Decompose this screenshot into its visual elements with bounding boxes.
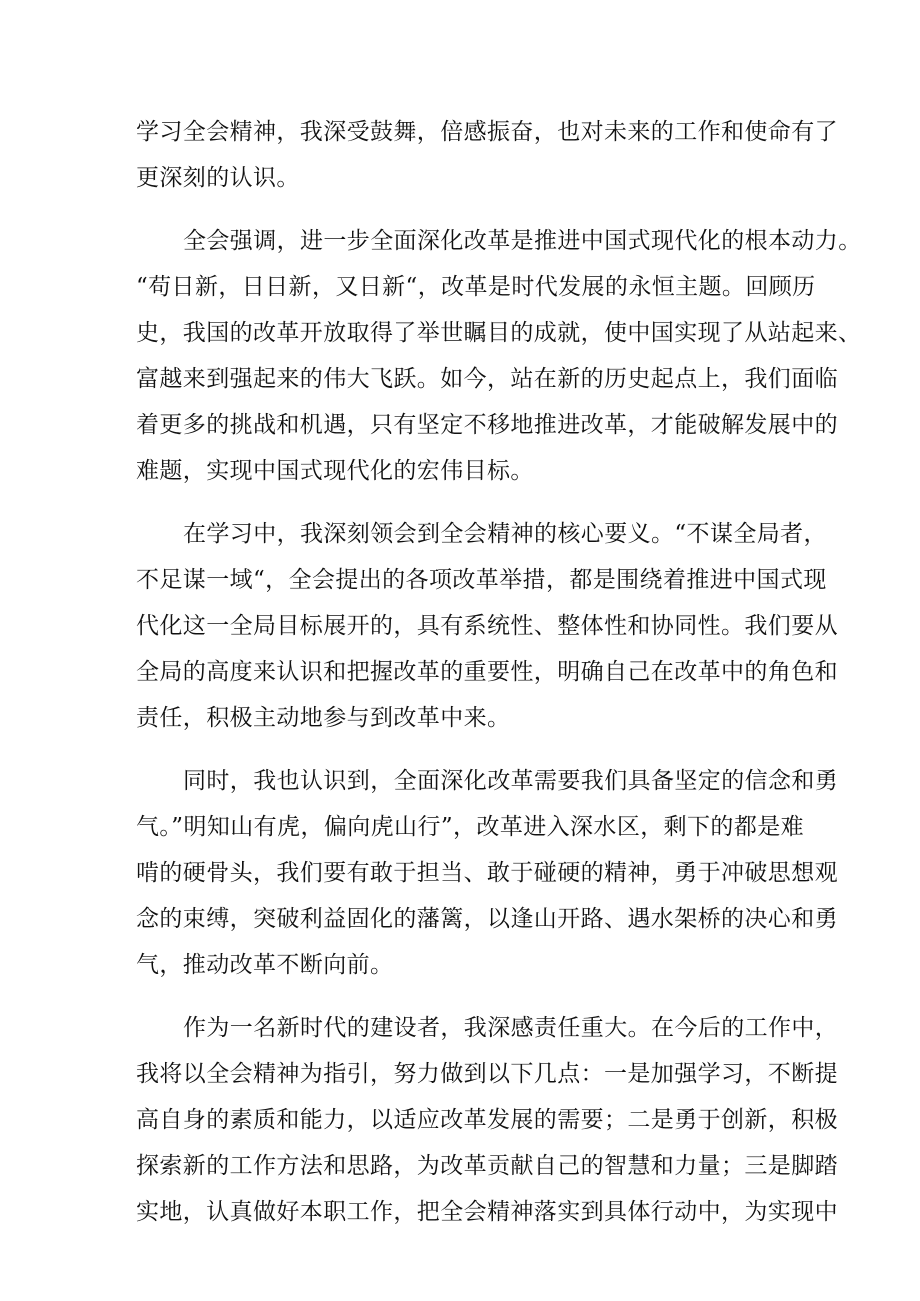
paragraph-5-line-1: 作为一名新时代的建设者，我深感责任重大。在今后的工作中， — [183, 1015, 839, 1041]
paragraph-2-line-4: 富越来到强起来的伟大飞跃。如今，站在新的历史起点上，我们面临 — [136, 366, 838, 392]
paragraph-4-line-5: 气，推动改革不断向前。 — [136, 952, 394, 978]
paragraph-2-line-2: “苟日新，日日新，又日新“，改革是时代发展的永恒主题。回顾历 — [136, 274, 816, 300]
paragraph-3-line-1: 在学习中，我深刻领会到全会精神的核心要义。“不谋全局者， — [183, 521, 827, 547]
paragraph-3-line-2: 不足谋一域“，全会提出的各项改革举措，都是围绕着推进中国式现 — [136, 567, 827, 593]
paragraph-5-line-5: 实地，认真做好本职工作，把全会精神落实到具体行动中，为实现中 — [136, 1199, 838, 1225]
paragraph-5-line-2: 我将以全会精神为指引，努力做到以下几点：一是加强学习，不断提 — [136, 1061, 838, 1087]
paragraph-1-line-2: 更深刻的认识。 — [136, 165, 300, 191]
paragraph-3-line-5: 责任，积极主动地参与到改革中来。 — [136, 705, 511, 731]
paragraph-5-line-3: 高自身的素质和能力，以适应改革发展的需要；二是勇于创新，积极 — [136, 1107, 838, 1133]
paragraph-5-line-4: 探索新的工作方法和思路，为改革贡献自己的智慧和力量；三是脚踏 — [136, 1153, 838, 1179]
paragraph-1-line-1: 学习全会精神，我深受鼓舞，倍感振奋，也对未来的工作和使命有了 — [136, 119, 838, 145]
paragraph-2-line-5: 着更多的挑战和机遇，只有坚定不移地推进改革，才能破解发展中的 — [136, 412, 838, 438]
paragraph-4-line-3: 啃的硬骨头，我们要有敢于担当、敢于碰硬的精神，勇于冲破思想观 — [136, 860, 838, 886]
paragraph-3-line-4: 全局的高度来认识和把握改革的重要性，明确自己在改革中的角色和 — [136, 659, 838, 685]
paragraph-2-line-3: 史，我国的改革开放取得了举世瞩目的成就，使中国实现了从站起来、 — [136, 320, 862, 346]
paragraph-3-line-3: 代化这一全局目标展开的，具有系统性、整体性和协同性。我们要从 — [136, 613, 838, 639]
paragraph-4-line-2: 气。”明知山有虎，偏向虎山行”，改革进入深水区，剩下的都是难 — [136, 814, 805, 840]
paragraph-2-line-1: 全会强调，进一步全面深化改革是推进中国式现代化的根本动力。 — [183, 228, 862, 254]
paragraph-4-line-4: 念的束缚，突破利益固化的藩篱，以逢山开路、遇水架桥的决心和勇 — [136, 906, 838, 932]
paragraph-2-line-6: 难题，实现中国式现代化的宏伟目标。 — [136, 458, 534, 484]
paragraph-4-line-1: 同时，我也认识到，全面深化改革需要我们具备坚定的信念和勇 — [183, 768, 839, 794]
